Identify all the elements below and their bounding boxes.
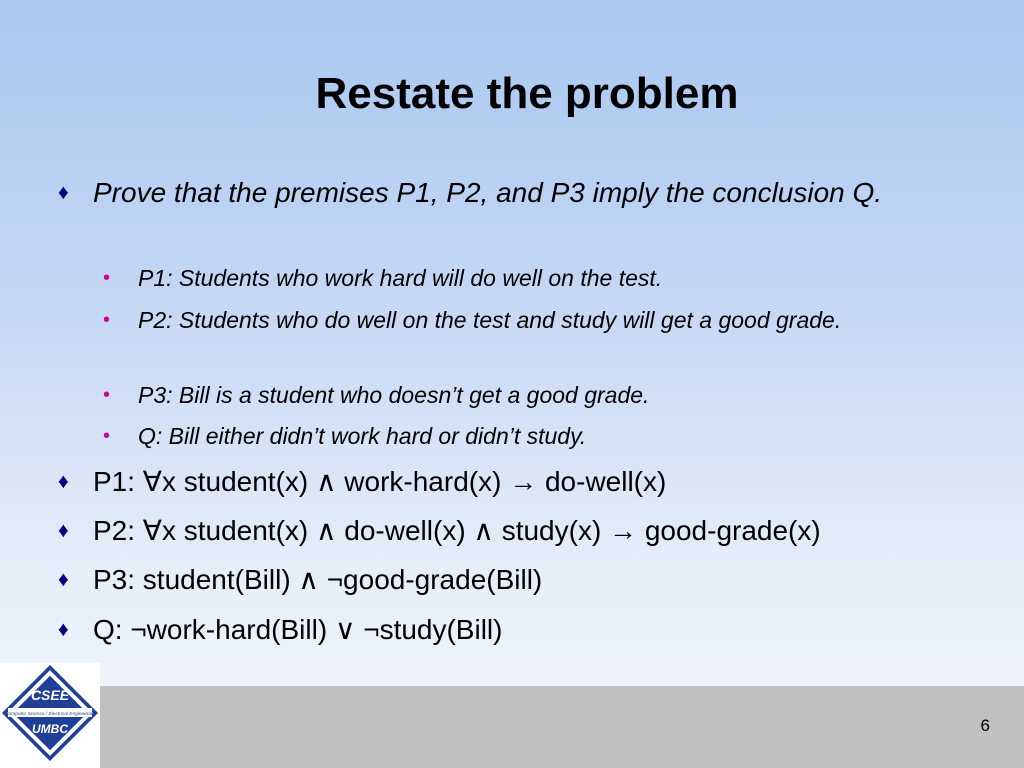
logo-middle-text: Computer Science / Electrical Engineering [5,712,95,717]
diamond-icon: ♦ [58,618,69,641]
bullet-p3-formula-text: P3: student(Bill) ∧ ¬good-grade(Bill) [93,564,543,595]
subbullet-p3-text: P3: Bill is a student who doesn’t get a good grade. [138,382,650,408]
page-number: 6 [980,716,990,735]
subbullet-q [103,420,933,453]
bullet-p1-formula-text: P1: ∀x student(x) ∧ work-hard(x) → do-well(x) [93,466,667,497]
bullet-p2-formula [58,510,998,552]
bullet-p1-formula [58,461,998,503]
subbullet-p1-text: P1: Students who work hard will do well on the test. [138,265,663,291]
dot-icon: • [103,425,111,447]
subbullet-q-text: Q: Bill either didn’t work hard or didn’t study. [138,423,587,449]
logo-bottom-text: UMBC [32,722,68,736]
subbullet-p2 [103,304,933,337]
bullet-q-formula-text: Q: ¬work-hard(Bill) ∨ ¬study(Bill) [93,614,503,645]
footer-bar [100,686,1024,768]
subbullet-p1 [103,262,933,295]
csee-umbc-logo-graphic [0,663,100,768]
dot-icon: • [103,384,111,406]
slide-title: Restate the problem [315,69,739,118]
bullet-main-1 [58,172,998,214]
subbullet-p3 [103,379,933,412]
diamond-icon: ♦ [58,568,69,591]
bullet-p2-formula-text: P2: ∀x student(x) ∧ do-well(x) ∧ study(x) → good-grade(x) [93,515,821,546]
diamond-icon: ♦ [58,181,69,204]
subbullet-p2-text: P2: Students who do well on the test and study will get a good grade. [138,307,842,333]
bullet-p3-formula [58,559,998,601]
logo-top-text: CSEE [30,687,70,703]
diamond-icon: ♦ [58,519,69,542]
bullet-main-1-text: Prove that the premises P1, P2, and P3 imply the conclusion Q. [93,177,883,208]
dot-icon: • [103,309,111,331]
diamond-icon: ♦ [58,470,69,493]
bullet-q-formula [58,609,998,651]
csee-umbc-logo [0,663,100,768]
dot-icon: • [103,267,111,289]
